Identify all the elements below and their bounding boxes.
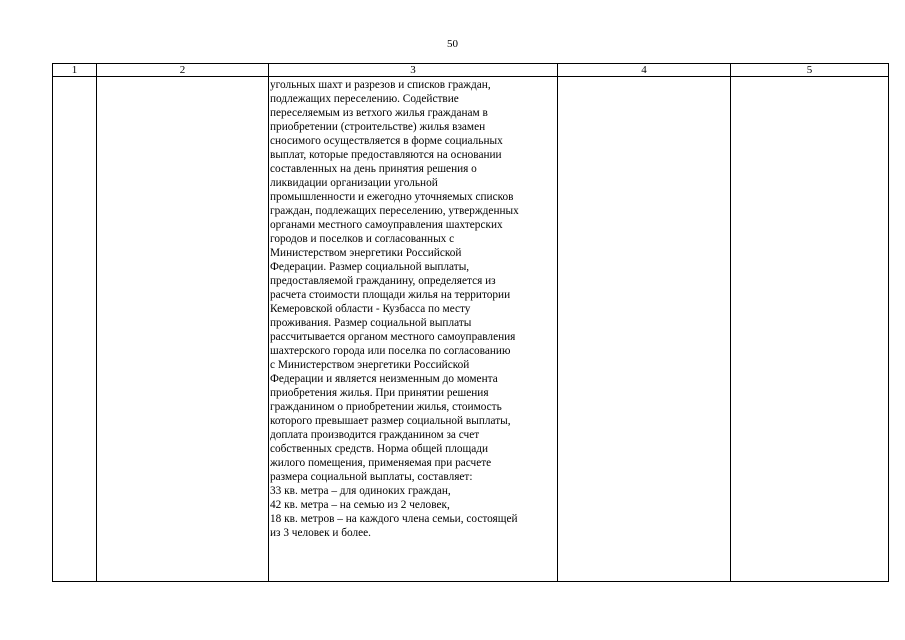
text-line: доплата производится гражданином за счет xyxy=(270,429,480,441)
text-line: собственных средств. Норма общей площади xyxy=(270,443,489,455)
housing-resettlement-text xyxy=(269,77,557,540)
text-line: расчета стоимости площади жилья на территории xyxy=(270,289,511,301)
text-line: сносимого осуществляется в форме социальных xyxy=(270,135,503,147)
text-line: городов и поселков и согласованных с xyxy=(270,233,455,245)
text-line: приобретения жилья. При принятии решения xyxy=(270,387,489,399)
text-line: размера социальной выплаты, составляет: xyxy=(270,471,473,483)
page-number: 50 xyxy=(447,38,458,50)
text-line: ликвидации организации угольной xyxy=(270,177,438,189)
text-line: приобретении (строительстве) жилья взамен xyxy=(270,121,486,133)
cell-col-5 xyxy=(731,77,889,582)
text-line: с Министерством энергетики Российской xyxy=(270,359,470,371)
header-col-1: 1 xyxy=(53,64,97,77)
cell-col-4 xyxy=(558,77,731,582)
header-col-5: 5 xyxy=(731,64,889,77)
cell-col-1 xyxy=(53,77,97,582)
text-line: составленных на день принятия решения о xyxy=(270,163,477,175)
text-line: угольных шахт и разрезов и списков граждан, xyxy=(270,79,491,91)
text-line: проживания. Размер социальной выплаты xyxy=(270,317,472,329)
cell-col-3 xyxy=(269,77,558,582)
text-line: предоставляемой гражданину, определяется из xyxy=(270,275,496,287)
text-line: рассчитывается органом местного самоуправления xyxy=(270,331,516,343)
header-col-2: 2 xyxy=(97,64,269,77)
header-col-4: 4 xyxy=(558,64,731,77)
text-line: гражданином о приобретении жилья, стоимость xyxy=(270,401,502,413)
text-line: подлежащих переселению. Содействие xyxy=(270,93,459,105)
text-line: которого превышает размер социальной выплаты, xyxy=(270,415,511,427)
text-line: шахтерского города или поселка по согласованию xyxy=(270,345,511,357)
table-row xyxy=(53,77,889,582)
text-line: Министерством энергетики Российской xyxy=(270,247,462,259)
text-line: жилого помещения, применяемая при расчете xyxy=(270,457,492,469)
text-line: граждан, подлежащих переселению, утвержденных xyxy=(270,205,519,217)
document-table xyxy=(52,63,889,582)
text-line: Федерации. Размер социальной выплаты, xyxy=(270,261,470,273)
text-line: органами местного самоуправления шахтерских xyxy=(270,219,503,231)
header-col-3: 3 xyxy=(269,64,558,77)
text-line: промышленности и ежегодно уточняемых списков xyxy=(270,191,514,203)
text-line: выплат, которые предоставляются на основании xyxy=(270,149,502,161)
text-line: 33 кв. метра – для одиноких граждан, xyxy=(270,485,451,497)
text-line: Федерации и является неизменным до момента xyxy=(270,373,498,385)
text-line: из 3 человек и более. xyxy=(270,527,371,539)
cell-col-2 xyxy=(97,77,269,582)
text-line: переселяемым из ветхого жилья гражданам в xyxy=(270,107,488,119)
text-line: Кемеровской области - Кузбасса по месту xyxy=(270,303,471,315)
text-line: 18 кв. метров – на каждого члена семьи, состоящей xyxy=(270,513,518,525)
header-row xyxy=(53,64,889,77)
text-line: 42 кв. метра – на семью из 2 человек, xyxy=(270,499,450,511)
